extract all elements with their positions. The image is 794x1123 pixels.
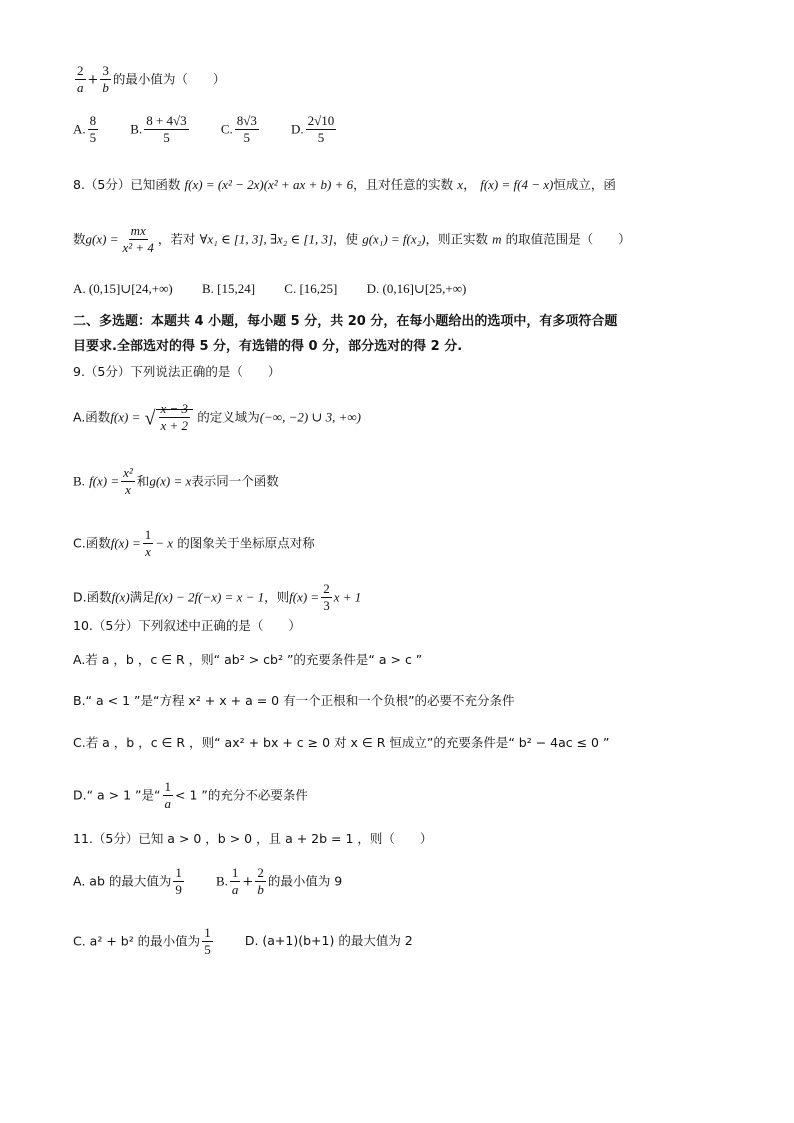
option-text: 的图象关于坐标原点对称	[177, 535, 315, 551]
q9-d-rest: x + 1	[333, 589, 362, 605]
q11-options-cd	[73, 926, 439, 958]
frac-num: 2	[255, 866, 266, 882]
frac-den: b	[257, 882, 264, 898]
q10-option-d	[73, 780, 308, 812]
frac-num: 8 + 4√3	[144, 114, 188, 130]
frac-den: 3	[323, 598, 330, 614]
q8-text: ，若对	[157, 231, 196, 247]
option-text: ，则	[264, 589, 290, 605]
q8-function: f(x) = (x² − 2x)(x² + ax + b) + 6	[184, 177, 354, 192]
option-text: D.“ a > 1 ”是“	[73, 787, 161, 803]
q8-equation: g(x₁) = f(x₂)	[362, 231, 426, 247]
frac-num: 1	[202, 926, 213, 942]
q8-g: g(x) =	[85, 231, 119, 247]
q8-condition: f(x) = f(4 − x)	[480, 177, 554, 192]
option-label: A.	[73, 121, 86, 137]
frac-num: 1	[163, 780, 174, 796]
q9-option-d	[73, 582, 361, 614]
q8-line-1: 8.（5分）已知函数 f(x) = (x² − 2x)(x² + ax + b) + 6，且对任意的实数 x， f(x) = f(4 − x)恒成立，函	[73, 177, 616, 193]
frac-num: 2	[75, 64, 86, 80]
q8-option-a: A. (0,15]∪[24,+∞)	[73, 281, 173, 296]
q9-option-c	[73, 528, 315, 560]
q11-stem: 11.（5分）已知 a > 0 ，b > 0 ，且 a + 2b = 1 ，则（ ）	[73, 831, 433, 846]
frac-den: 5	[317, 130, 325, 146]
q8-text: 数	[73, 231, 86, 247]
q9-a-domain: (−∞, −2) ∪ 3, +∞)	[259, 409, 361, 425]
q8-prefix: 8.（5分）已知函数	[73, 177, 181, 192]
frac-den: x² + 4	[122, 240, 154, 256]
option-label: B.	[130, 121, 143, 137]
q8-mid: ，且对任意的实数	[353, 177, 454, 192]
frac-num: 1	[230, 866, 241, 882]
q8-quantifier: ∀x₁ ∈ [1, 3], ∃x₂ ∈ [1, 3]	[199, 231, 334, 247]
q8-var-x: x	[457, 177, 464, 192]
frac-den: a	[231, 882, 239, 898]
q9-option-b	[73, 466, 279, 498]
q9-c-func: f(x) =	[110, 535, 141, 551]
q7-tail: 的最小值为（ ）	[112, 71, 226, 87]
frac-den: x + 2	[160, 418, 189, 434]
q7-options	[73, 114, 364, 146]
q10-option-c: C.若 a ，b ，c ∈ R ，则“ ax² + bx + c ≥ 0 对 x ∈ R 恒成立”的充要条件是“ b² − 4ac ≤ 0 ”	[73, 735, 610, 750]
q11-option-c	[73, 926, 215, 958]
option-label: D.	[291, 121, 304, 137]
q9-d-eq: f(x) − 2f(−x) = x − 1	[154, 589, 265, 605]
frac-den: x	[145, 544, 151, 560]
q10-option-b: B.“ a < 1 ”是“方程 x² + x + a = 0 有一个正根和一个负根”的必要不充分条件	[73, 693, 515, 708]
q8-tail: 恒成立，函	[553, 177, 616, 192]
option-text: 的定义域为	[197, 409, 260, 425]
option-text: C. a² + b² 的最小值为	[73, 933, 201, 949]
frac-num: 2√10	[306, 114, 337, 130]
frac-den: 5	[243, 130, 251, 146]
frac-den: 9	[175, 882, 182, 898]
frac-num: 3	[100, 64, 111, 80]
frac-den: 5	[89, 130, 97, 146]
option-text: 和	[136, 473, 150, 489]
q9-option-a: A.函数f(x) = √ $\frac{x - 3}{x + 2}$ 的定义域为(−∞, −2) ∪ 3, +∞)	[73, 401, 361, 434]
q9-d-res: f(x) =	[289, 589, 320, 605]
q7-frac-2a	[75, 64, 86, 96]
q9-d-func: f(x)	[111, 589, 130, 605]
q9-b-g: g(x) = x	[149, 473, 192, 489]
q9-c-rest: − x	[155, 535, 174, 551]
q9-b-func: f(x) =	[89, 473, 120, 489]
option-text: A. ab 的最大值为	[73, 873, 172, 889]
option-label: B.	[216, 873, 228, 889]
q11-option-b: B. $\frac{1}{a}$ + $\frac{2}{b}$ 的最小值为 9	[216, 865, 343, 898]
q7-frac-3b	[100, 64, 111, 96]
frac-num: mx	[129, 224, 148, 240]
frac-num: 2	[321, 582, 332, 598]
option-text: A.函数	[73, 409, 111, 425]
q9-a-func: f(x) =	[110, 409, 141, 425]
section-2-heading: 二、多选题：本题共 4 小题，每小题 5 分，共 20 分，在每小题给出的选项中，有多项符合题	[73, 314, 618, 329]
frac-den: x	[125, 482, 131, 498]
q11-options-ab	[73, 866, 368, 898]
q7-option-b	[130, 114, 190, 146]
frac-num: x²	[121, 466, 135, 482]
q7-option-d	[291, 114, 338, 146]
q8-options	[73, 282, 492, 295]
frac-den: a	[164, 796, 172, 812]
q7-option-c	[221, 114, 261, 146]
frac-num: x − 3	[159, 402, 191, 418]
q8-line-2	[73, 224, 631, 256]
frac-den: 5	[204, 942, 211, 958]
option-text: C.函数	[73, 535, 111, 551]
frac-den: b	[102, 80, 109, 96]
option-label: B.	[73, 473, 85, 489]
q11-option-d: D. (a+1)(b+1) 的最大值为 2	[244, 933, 413, 949]
frac-num: 1	[143, 528, 154, 544]
q7-option-a	[73, 114, 100, 146]
q8-text: ，使	[333, 231, 359, 247]
q11-option-a	[73, 866, 186, 898]
option-text: D.函数	[73, 589, 112, 605]
option-label: C.	[220, 121, 233, 137]
option-text: 满足	[129, 589, 155, 605]
option-text: 的最小值为 9	[267, 873, 343, 889]
q10-option-a: A.若 a ，b ，c ∈ R ，则“ ab² > cb² ”的充要条件是“ a > c ”	[73, 652, 423, 667]
q8-text: 的取值范围是（ ）	[505, 231, 631, 247]
q8-option-b: B. [15,24]	[201, 281, 256, 296]
q8-text: ，则正实数	[425, 231, 488, 247]
q7-line: $\frac{2}{a}$ + $\frac{3}{b}$ 的最小值为（ ）	[77, 63, 226, 96]
option-text: < 1 ”的充分不必要条件	[175, 787, 308, 803]
section-2-heading-line2: 目要求.全部选对的得 5 分，有选错的得 0 分，部分选对的得 2 分.	[73, 339, 463, 354]
q8-var-m: m	[492, 231, 502, 247]
q10-stem: 10.（5分）下列叙述中正确的是（ ）	[73, 618, 301, 633]
frac-num: 8√3	[235, 114, 259, 130]
option-text: 表示同一个函数	[191, 473, 279, 489]
frac-num: 1	[173, 866, 184, 882]
q9-stem: 9.（5分）下列说法正确的是（ ）	[73, 364, 281, 379]
frac-num: 8	[88, 114, 99, 130]
q8-option-c: C. [16,25]	[284, 281, 338, 296]
frac-den: a	[77, 80, 84, 96]
frac-den: 5	[163, 130, 170, 146]
q8-option-d: D. (0,16]∪[25,+∞)	[366, 281, 467, 296]
